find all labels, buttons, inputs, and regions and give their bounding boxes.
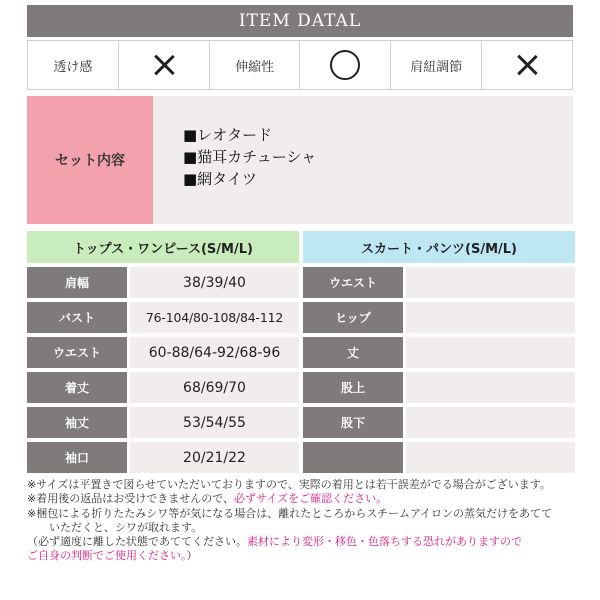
property-label-transparency: 透け感 [28,41,119,89]
table-row [303,407,575,438]
table-row [303,267,575,298]
row-value [406,407,575,438]
table-row [303,372,575,403]
table-row [27,372,299,403]
property-label-stretch: 伸縮性 [210,41,301,89]
row-value: 38/39/40 [130,267,299,298]
bottoms-size-table [303,231,575,473]
set-item: ■レオタード [183,126,273,144]
property-mark-transparency [119,41,210,89]
row-value: 60-88/64-92/68-96 [130,337,299,368]
property-mark-strap [482,41,572,89]
row-value [406,372,575,403]
bottoms-table-title: スカート・パンツ(S/M/L) [303,231,575,263]
set-item: ■猫耳カチューシャ [183,148,317,166]
row-key: バスト [27,302,127,333]
property-mark-stretch [300,41,391,89]
row-key: 着丈 [27,372,127,403]
note-line: ※サイズは平置きで図らせていただいておりますので、実際の着用とは若干誤差がでる場合がございます。 [27,478,551,491]
table-row [27,442,299,473]
row-key: ウエスト [303,267,403,298]
note-warning: ご自身の判断でご使用ください。 [27,549,187,563]
note-text: （必ず適度に離した状態であててください。 [27,535,247,549]
cross-icon [153,54,175,76]
row-key: 丈 [303,337,403,368]
note-text: ※着用後の返品はお受けできませんので、 [27,492,234,506]
table-row [303,442,575,473]
set-contents-label: セット内容 [27,96,153,224]
table-row [27,267,299,298]
note-text: ） [186,549,198,563]
row-value [406,267,575,298]
row-key: 股上 [303,372,403,403]
row-value: 20/21/22 [130,442,299,473]
row-value [406,302,575,333]
circle-icon [330,50,360,80]
cross-icon [516,54,538,76]
note-warning: 必ずサイズをご確認ください。 [234,492,388,506]
row-key [303,442,403,473]
note-line: いただくと、シワが取れます。 [49,520,203,534]
property-row [27,40,573,90]
header-title: ITEM DATAL [238,11,362,31]
row-value: 68/69/70 [130,372,299,403]
note-line [27,492,587,506]
property-label-strap: 肩紐調節 [391,41,482,89]
row-key: 袖口 [27,442,127,473]
tops-size-table [27,231,299,473]
row-key: ウエスト [27,337,127,368]
size-notes [27,478,587,564]
row-value [406,442,575,473]
note-line [27,535,587,549]
row-key: 袖丈 [27,407,127,438]
item-detail-header [27,5,573,37]
set-contents-list [153,96,316,224]
table-row [27,337,299,368]
table-row [27,302,299,333]
row-key: 肩幅 [27,267,127,298]
row-key: ヒップ [303,302,403,333]
note-warning: 素材により変形・移色・色落ちする恐れがありますので [247,535,522,549]
table-row [303,302,575,333]
row-key: 股下 [303,407,403,438]
set-item: ■網タイツ [183,170,257,188]
row-value: 53/54/55 [130,407,299,438]
row-value: 76-104/80-108/84-112 [130,302,299,333]
row-value [406,337,575,368]
note-line: ※梱包による折りたたみシワ等が気になる場合は、離れたところからスチームアイロンの蒸気だけをあてて [27,506,553,520]
set-contents [27,96,573,224]
note-line [27,549,587,563]
tops-table-title: トップス・ワンピース(S/M/L) [27,231,299,263]
table-row [303,337,575,368]
table-row [27,407,299,438]
